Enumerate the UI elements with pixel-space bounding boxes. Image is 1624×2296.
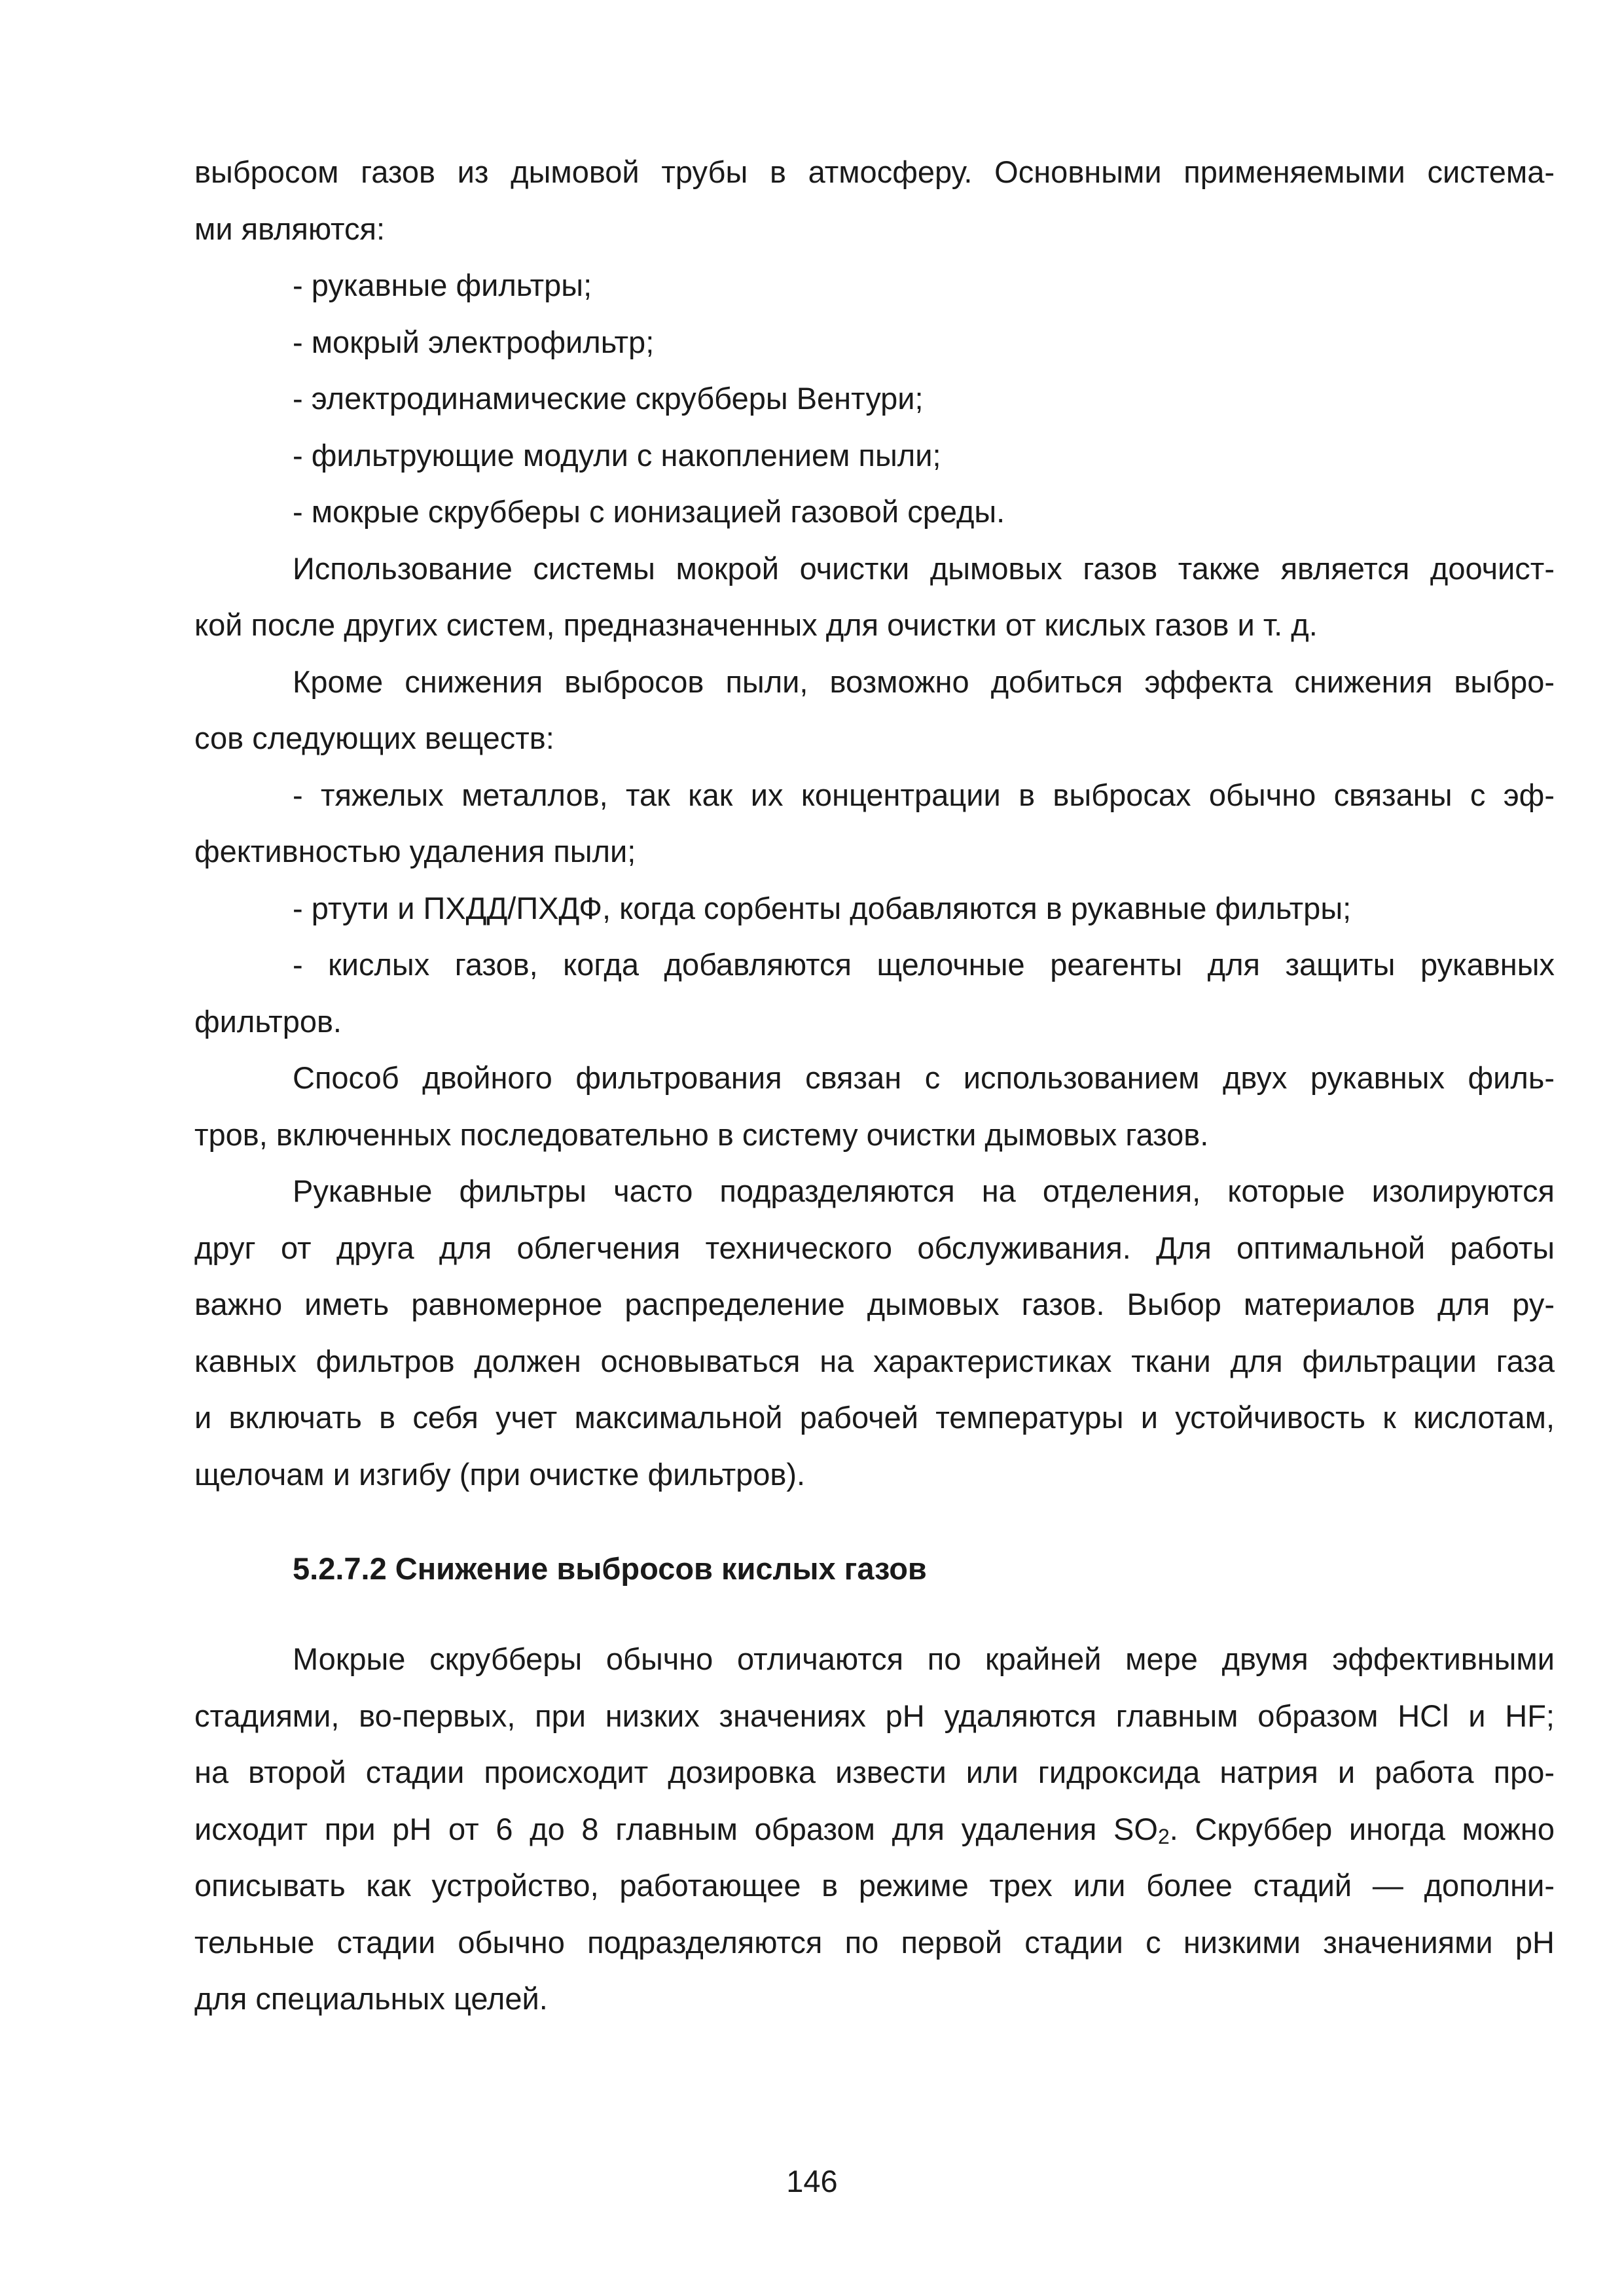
text-line: для специальных целей. (194, 1981, 548, 2016)
text-line: ми являются: (194, 211, 386, 246)
list-item: - электродинамические скрубберы Вентури; (293, 381, 924, 416)
text-line: фективностью удаления пыли; (194, 834, 636, 869)
list-item: - ртути и ПХДД/ПХДФ, когда сорбенты добавляются в рукавные фильтры; (293, 890, 1352, 925)
body-text-block-2 (194, 1631, 1555, 2028)
text-line: Рукавные фильтры часто подразделяются на отделения, которые изолируются (293, 1174, 1555, 1208)
text-line: Кроме снижения выбросов пыли, возможно добиться эффекта снижения выбро- (293, 664, 1555, 699)
list-item: - кислых газов, когда добавляются щелочные реагенты для защиты рукавных (293, 947, 1555, 982)
list-item: - тяжелых металлов, так как их концентрации в выбросах обычно связаны с эф- (293, 777, 1555, 812)
subscript: 2 (1157, 1824, 1170, 1848)
text-fragment: . Скруббер иногда можно (1169, 1811, 1555, 1846)
text-line: сов следующих веществ: (194, 721, 554, 755)
text-fragment: исходит при pH от 6 до 8 главным образом для удаления SO (194, 1811, 1158, 1846)
list-item: - мокрые скрубберы с ионизацией газовой среды. (293, 494, 1005, 529)
text-line: выбросом газов из дымовой трубы в атмосферу. Основными применяемыми система- (194, 154, 1555, 189)
text-line: кавных фильтров должен основываться на характеристиках ткани для фильтрации газа (194, 1343, 1555, 1378)
page-number: 146 (786, 2164, 838, 2198)
body-text-block-1 (194, 144, 1555, 1503)
text-line (194, 1801, 1555, 1858)
list-item: - рукавные фильтры; (293, 268, 592, 302)
text-line: Использование системы мокрой очистки дымовых газов также является доочист- (293, 550, 1555, 586)
text-line: фильтров. (194, 1003, 342, 1039)
text-line: стадиями, во-первых, при низких значениях pH удаляются главным образом HCl и HF; (194, 1698, 1555, 1733)
text-line: важно иметь равномерное распределение дымовых газов. Выбор материалов для ру- (194, 1287, 1555, 1321)
text-line: тров, включенных последовательно в систему очистки дымовых газов. (194, 1117, 1209, 1152)
text-line: описывать как устройство, работающее в режиме трех или более стадий — дополни- (194, 1868, 1555, 1903)
text-line: кой после других систем, предназначенных для очистки от кислых газов и т. д. (194, 607, 1318, 642)
list-item: - фильтрующие модули с накоплением пыли; (293, 437, 941, 473)
text-line: щелочам и изгибу (при очистке фильтров). (194, 1456, 806, 1492)
section-heading: 5.2.7.2 Снижение выбросов кислых газов (293, 1551, 927, 1586)
list-item: - мокрый электрофильтр; (293, 324, 655, 359)
text-line: на второй стадии происходит дозировка извести или гидроксида натрия и работа про- (194, 1755, 1555, 1789)
text-line: Мокрые скрубберы обычно отличаются по крайней мере двумя эффективными (293, 1641, 1555, 1676)
text-line: тельные стадии обычно подразделяются по первой стадии с низкими значениями pH (194, 1924, 1555, 1960)
text-line: друг от друга для облегчения технического обслуживания. Для оптимальной работы (194, 1230, 1555, 1265)
text-line: Способ двойного фильтрования связан с использованием двух рукавных филь- (293, 1060, 1555, 1095)
text-line: и включать в себя учет максимальной рабочей температуры и устойчивость к кислотам, (194, 1400, 1555, 1435)
